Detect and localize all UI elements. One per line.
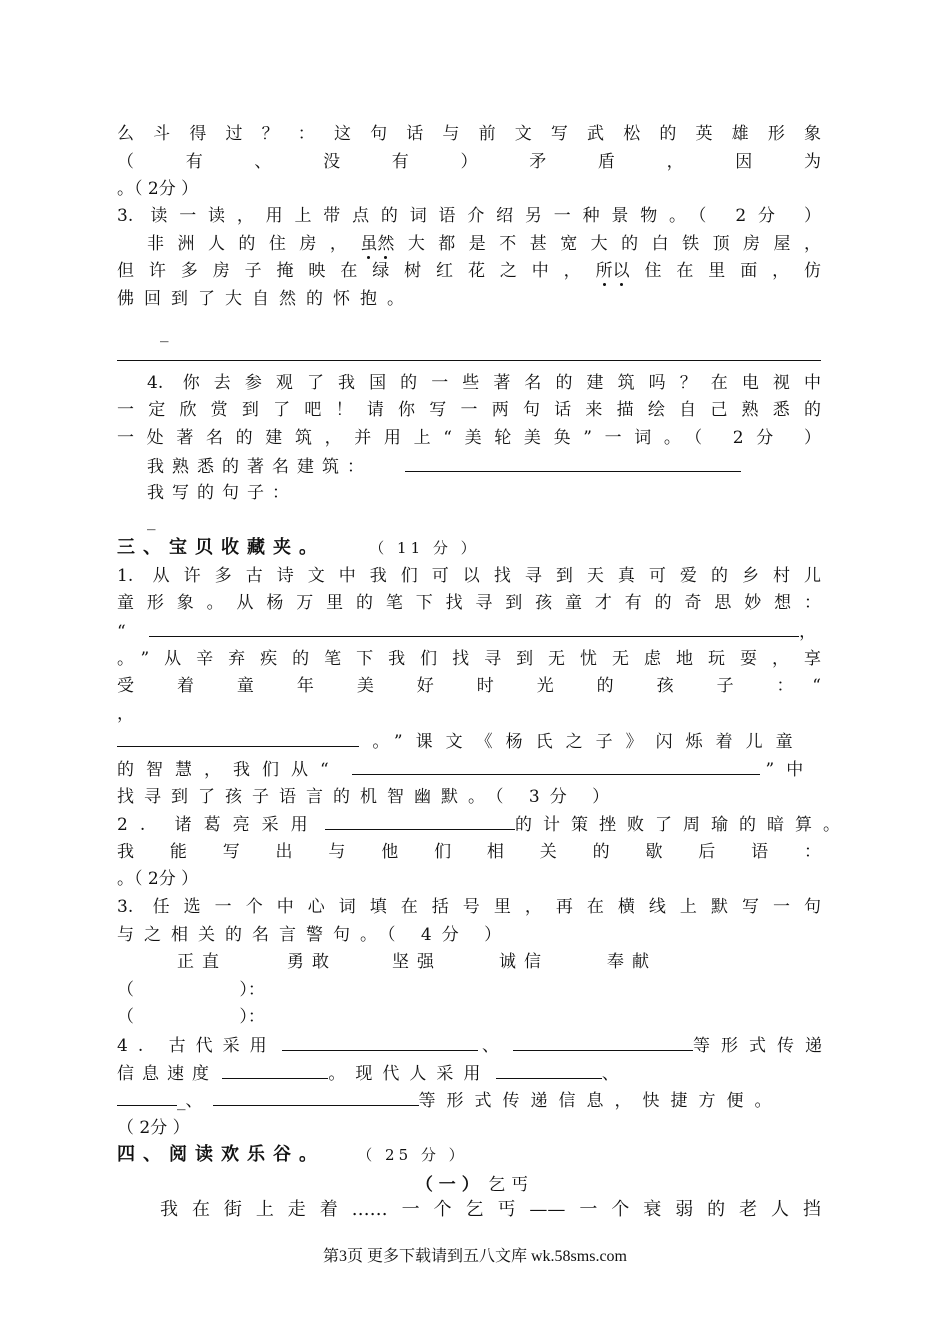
punct: 、 [601, 1064, 619, 1084]
dotted-char: 以 [612, 261, 630, 281]
word-option[interactable]: 坚强 [392, 952, 442, 972]
text-line: 一定欣赏到了吧！请你写一两句话来描绘自己熟悉的 [117, 400, 821, 420]
text-line: （ 2分 ） [117, 1118, 190, 1138]
word-option[interactable]: 诚信 [499, 952, 549, 972]
dotted-char: 虽 [360, 234, 378, 254]
text-line: 与之相关的名言警句。（ 4分 ） [117, 925, 512, 945]
text-line: 。（ 2分 ） [117, 869, 199, 889]
passage-line: 我在街上走着……一个乞丐——一个衰弱的老人挡 [160, 1199, 821, 1220]
text-span: 的智慧，我们从“ [117, 760, 341, 780]
dash: _ [160, 323, 169, 343]
text-line [117, 730, 821, 753]
passage-line: 佛回到了大自然的怀抱。 [117, 289, 414, 309]
text-line: 我 能 写 出 与 他 们 相 关 的 歇 后 语 ： [117, 842, 821, 862]
passage-line [117, 260, 821, 282]
text-line: 童形象。从杨万里的笔下找寻到孩童才有的奇思妙想： [117, 593, 821, 613]
answer-blank[interactable] [513, 1034, 693, 1051]
text-line [117, 758, 821, 781]
quote-mark: “ [117, 622, 126, 642]
answer-blank[interactable] [325, 813, 515, 830]
section-score: （ 11 分 ） [369, 539, 480, 557]
passage-title [0, 1170, 950, 1195]
text-line [147, 455, 821, 478]
page-footer: 第3页 更多下载请到五八文库 wk.58sms.com [322, 1248, 627, 1265]
passage-number: （ 一 ） [415, 1175, 479, 1195]
punct: _、 [177, 1091, 203, 1111]
answer-blank[interactable] [149, 620, 799, 637]
question-3: 3. 读一读，用上带点的词语介绍另一种景物。（ 2分 ） [117, 206, 821, 226]
text-span: 等形式传递 [693, 1036, 834, 1056]
word-option[interactable]: 正直 [177, 952, 227, 972]
text-line: 么斗得过？：这句话与前文写武松的英雄形象 [117, 124, 821, 144]
text-line: 受 着 童 年 美 好 时 光 的 孩 子 ：“ [117, 676, 821, 696]
answer-blank[interactable] [117, 1089, 177, 1106]
question-4: 4. 你去参观了我国的一些著名的建筑吗？在电视中 [147, 373, 821, 393]
answer-blank[interactable] [222, 1062, 328, 1079]
passage-text: 住在里面，仿 [629, 261, 822, 281]
answer-blank[interactable] [352, 758, 760, 775]
text-span: 信息速度 [117, 1064, 217, 1084]
text-line: （ 有 、 没 有 ） 矛 盾 ， 因 为 [117, 152, 821, 172]
text-span: 。现代人采用 [328, 1064, 491, 1084]
text-line [117, 1034, 834, 1057]
prompt-label: 我熟悉的著名建筑： [147, 457, 372, 477]
prompt-label: 我写的句子： [147, 483, 297, 503]
dotted-char: 所 [595, 261, 613, 281]
text-line: 。（ 2分 ） [117, 179, 199, 199]
text-line: 3. 任选一个中心词填在括号里，再在横线上默写一句 [117, 897, 821, 917]
text-line [117, 1062, 821, 1085]
text-line: 找寻到了孩子语言的机智幽默。（ 3分 ） [117, 787, 620, 807]
passage-line [147, 233, 821, 255]
text-line: ， [117, 704, 134, 724]
paren-blank[interactable]: （ ）： [117, 980, 265, 1000]
answer-blank[interactable] [282, 1034, 478, 1051]
text-span: 等形式传递信息，快捷方便。 [418, 1091, 783, 1111]
text-span: 2. 诸葛亮采用 [117, 815, 320, 835]
section-score: （ 25 分 ） [357, 1146, 468, 1164]
word-option[interactable]: 勇敢 [287, 952, 337, 972]
answer-line [117, 360, 821, 361]
section-title: 三、宝贝收藏夹。 [117, 537, 325, 558]
text-line: 一处著名的建筑，并用上“美轮美奂”一词。（ 2分 ） [117, 428, 821, 448]
text-line [117, 1089, 821, 1112]
punct: ， [799, 622, 817, 642]
passage-text: 但许多房子掩映在绿树红花之中， [117, 261, 596, 281]
answer-blank[interactable] [405, 455, 741, 472]
text-span: ”中 [765, 760, 816, 780]
answer-blank[interactable] [117, 730, 359, 747]
section-title: 四、阅读欢乐谷。 [117, 1144, 325, 1165]
text-line: 1. 从许多古诗文中我们可以找寻到天真可爱的乡村儿 [117, 566, 821, 586]
text-line: 。”从辛弃疾的笔下我们找寻到无忧无虑地玩耍，享 [117, 649, 821, 669]
text-span: 。”课文《杨氏之子》闪烁着儿童 [372, 732, 806, 752]
passage-name: 乞丐 [488, 1175, 535, 1195]
answer-blank[interactable] [213, 1089, 419, 1106]
answer-blank[interactable] [496, 1062, 602, 1079]
section-heading [117, 537, 821, 559]
text-line [117, 620, 821, 643]
paren-blank[interactable]: （ ）： [117, 1007, 265, 1027]
text-line [117, 813, 852, 836]
punct: 、 [482, 1036, 500, 1056]
text-span: 4. 古代采用 [117, 1036, 277, 1056]
word-option[interactable]: 奉献 [607, 952, 657, 972]
passage-text: 大都是不甚宽大的白铁顶房屋， [394, 234, 822, 254]
dash: _ [147, 511, 156, 531]
text-span: 的计策挫败了周瑜的暗算。 [515, 815, 852, 835]
dotted-char: 然 [377, 234, 395, 254]
section-heading [117, 1144, 821, 1166]
passage-text: 非洲人的住房， [147, 234, 361, 254]
